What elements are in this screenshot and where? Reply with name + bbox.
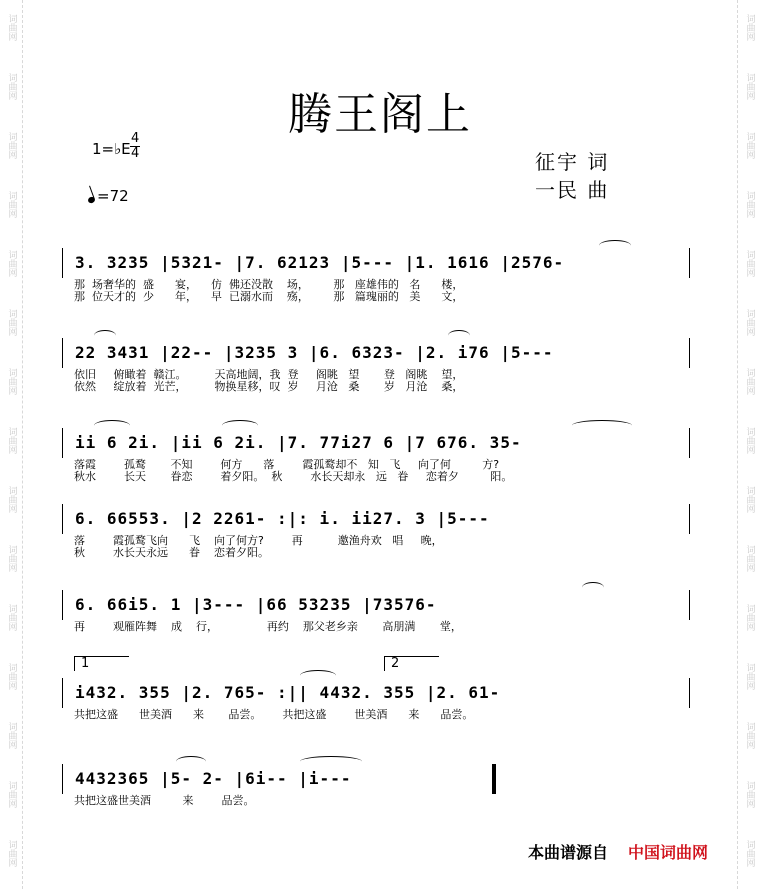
notation-line: i432. 355 |2. 765- :|| 4432. 355 |2. 61- xyxy=(62,678,690,708)
watermark-text: 词曲网 xyxy=(744,840,755,867)
watermark-text: 词曲网 xyxy=(6,250,17,277)
song-title: 腾王阁上 xyxy=(288,89,472,140)
watermark-text: 词曲网 xyxy=(744,663,755,690)
notation-line: 6. 66i5. 1 |3--- |66 53235 |73576- xyxy=(62,590,690,620)
watermark-text: 词曲网 xyxy=(6,368,17,395)
notation-line: ii 6 2i. |ii 6 2i. |7. 77i27 6 |7 676. 35- xyxy=(62,428,690,458)
tempo-marking xyxy=(88,187,129,205)
watermark-text: 词曲网 xyxy=(744,486,755,513)
first-ending-bracket: 1 xyxy=(74,656,129,671)
lyric-verse-2: 秋水 长天 眷恋 着夕阳。 秋 水长天却永 远 眷 恋着夕 阳。 xyxy=(74,470,513,483)
tempo-value: =72 xyxy=(97,187,129,205)
watermark-text: 词曲网 xyxy=(744,722,755,749)
watermark-text: 词曲网 xyxy=(6,840,17,867)
watermark-text: 词曲网 xyxy=(744,250,755,277)
lyric-verse-1: 共把这盛世美酒 来 品尝。 xyxy=(74,794,255,807)
watermark-text: 词曲网 xyxy=(6,604,17,631)
watermark-text: 词曲网 xyxy=(6,663,17,690)
watermark-text: 词曲网 xyxy=(6,427,17,454)
watermark-text: 词曲网 xyxy=(6,545,17,572)
watermark-text: 词曲网 xyxy=(744,191,755,218)
lyric-verse-1: 那 场奢华的 盛 宴， 仿 佛还没散 场， 那 座雄伟的 名 楼， xyxy=(74,278,464,291)
second-ending-bracket: 2 xyxy=(384,656,439,671)
watermark-text: 词曲网 xyxy=(6,132,17,159)
lyricist-credit: 征宇 词 xyxy=(535,150,610,174)
watermark-text: 词曲网 xyxy=(744,309,755,336)
watermark-text: 词曲网 xyxy=(744,427,755,454)
lyric-verse-1: 再 观雁阵舞 成 行， 再约 那父老乡亲 高朋满 堂， xyxy=(74,620,462,633)
watermark-text: 词曲网 xyxy=(744,604,755,631)
lyric-verse-1: 依旧 俯瞰着 赣江。 天高地阔，我 登 阁眺 望 登 阁眺 望， xyxy=(74,368,464,381)
source-credit xyxy=(528,840,708,863)
key-signature: 1=♭E xyxy=(92,140,131,158)
lyric-verse-2: 依然 绽放着 光芒， 物换星移，叹 岁 月沧 桑 岁 月沧 桑， xyxy=(74,380,464,393)
watermark-text: 词曲网 xyxy=(744,14,755,41)
watermark-text: 词曲网 xyxy=(6,14,17,41)
watermark-text: 词曲网 xyxy=(744,545,755,572)
source-brand-link[interactable]: 中国词曲网 xyxy=(628,843,709,862)
time-sig-bottom: 4 xyxy=(131,146,140,161)
final-barline xyxy=(492,764,496,794)
watermark-text: 词曲网 xyxy=(744,73,755,100)
watermark-text: 词曲网 xyxy=(6,781,17,808)
watermark-text: 词曲网 xyxy=(6,309,17,336)
composer-credit: 一民 曲 xyxy=(535,178,610,202)
notation-line: 6. 66553. |2 2261- :|: i. ii27. 3 |5--- xyxy=(62,504,690,534)
lyric-verse-2: 秋 水长天永远 眷 恋着夕阳。 xyxy=(74,546,269,559)
time-sig-top: 4 xyxy=(131,131,140,146)
watermark-text: 词曲网 xyxy=(744,368,755,395)
lyric-verse-2: 那 位天才的 少 年， 早 已溺水而 殇， 那 篇瑰丽的 美 文， xyxy=(74,290,464,303)
watermark-text: 词曲网 xyxy=(6,722,17,749)
notation-line: 3. 3235 |5321- |7. 62123 |5--- |1. 1616 |2576- xyxy=(62,248,690,278)
watermark-text: 词曲网 xyxy=(6,73,17,100)
source-prefix: 本曲谱源自 xyxy=(528,843,609,862)
credits xyxy=(535,148,609,204)
watermark-text: 词曲网 xyxy=(744,781,755,808)
watermark-text: 词曲网 xyxy=(6,486,17,513)
lyric-verse-1: 落霞 孤鹜 不知 何方 落 霞孤鹜却不 知 飞 向了何 方? xyxy=(74,458,500,471)
watermark-text: 词曲网 xyxy=(6,191,17,218)
lyric-verse-1: 共把这盛 世美酒 来 品尝。 共把这盛 世美酒 来 品尝。 xyxy=(74,708,474,721)
watermark-text: 词曲网 xyxy=(744,132,755,159)
notation-line: 4432365 |5- 2- |6i-- |i--- xyxy=(62,764,502,794)
quarter-note-icon xyxy=(87,196,96,204)
notation-line: 22 3431 |22-- |3235 3 |6. 6323- |2. i76 |5--- xyxy=(62,338,690,368)
time-signature xyxy=(130,132,140,161)
lyric-verse-1: 落 霞孤鹜飞向 飞 向了何方? 再 邀渔舟欢 唱 晚， xyxy=(74,534,443,547)
